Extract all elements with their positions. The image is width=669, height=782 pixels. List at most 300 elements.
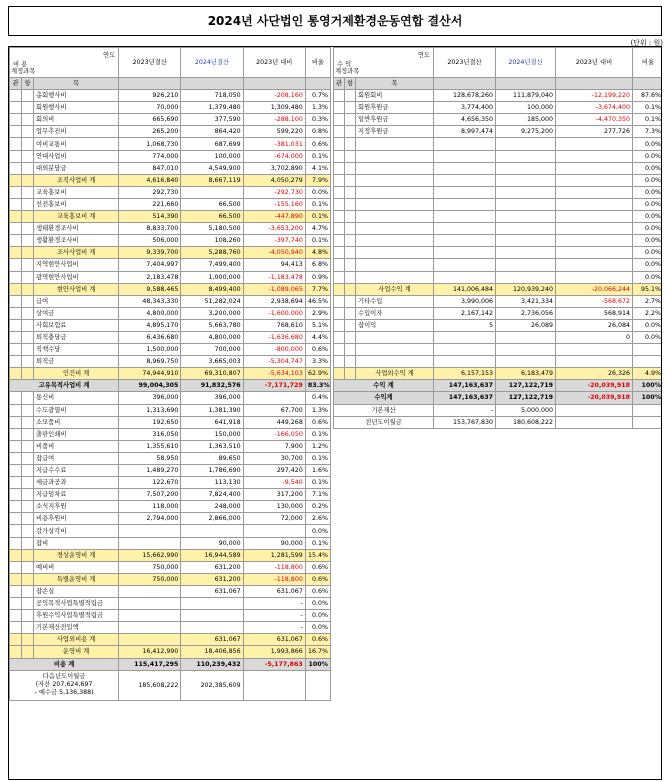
table-row bbox=[10, 114, 331, 126]
row-label: 광역현안사업비 bbox=[34, 271, 119, 283]
row-label: 여비교통비 bbox=[34, 138, 119, 150]
table-row bbox=[334, 186, 663, 198]
carryover-note1: (자산 207,624,697 bbox=[35, 681, 93, 689]
group-cell bbox=[345, 271, 356, 283]
row-label: 퇴직금 bbox=[34, 356, 119, 368]
value-ratio: 0.6% bbox=[305, 585, 330, 597]
table-row bbox=[10, 489, 331, 501]
value-ratio: 4.4% bbox=[305, 331, 330, 343]
carryover-2024: 202,385,609 bbox=[181, 670, 243, 700]
table-row bbox=[10, 634, 331, 646]
value-diff: -5,304,747 bbox=[243, 356, 305, 368]
group-cell bbox=[10, 162, 22, 174]
value-diff: -381,031 bbox=[243, 138, 305, 150]
group-cell bbox=[334, 138, 345, 150]
group-cell bbox=[345, 162, 356, 174]
group-cell bbox=[22, 307, 34, 319]
table-row bbox=[10, 295, 331, 307]
row-label: 선전홍보비 bbox=[34, 198, 119, 210]
summary-2024: 5,000,000 bbox=[496, 404, 556, 416]
carryover-note2: - 예수금 5,136,388) bbox=[34, 689, 94, 697]
value-2023: 6,436,680 bbox=[119, 331, 181, 343]
page-title: 2024년 사단법인 통영거제환경운동연합 결산서 bbox=[8, 6, 662, 36]
expense-col-diff: 2023년 대비 bbox=[243, 48, 305, 78]
table-row bbox=[334, 90, 663, 102]
value-2023: 1,500,000 bbox=[119, 344, 181, 356]
value-ratio: 0.8% bbox=[305, 126, 330, 138]
row-label: 일반후원금 bbox=[356, 114, 434, 126]
group-cell bbox=[22, 198, 34, 210]
left-header-c1: 관 bbox=[10, 78, 22, 90]
value-2024: 51,282,024 bbox=[181, 295, 243, 307]
group-cell bbox=[22, 489, 34, 501]
group-cell bbox=[345, 114, 356, 126]
value-2024: 631,200 bbox=[181, 573, 243, 585]
value-ratio: 0.0% bbox=[305, 525, 330, 537]
income-col-2024: 2024년결산 bbox=[496, 48, 556, 78]
group-cell bbox=[22, 416, 34, 428]
value-ratio: 95.1% bbox=[633, 283, 662, 295]
group-cell bbox=[10, 634, 22, 646]
value-2024 bbox=[496, 235, 556, 247]
value-2024: 110,239,432 bbox=[181, 658, 243, 670]
value-diff: -1,089,065 bbox=[243, 283, 305, 295]
value-diff: 1,309,480 bbox=[243, 102, 305, 114]
value-2024: 120,939,240 bbox=[496, 283, 556, 295]
value-diff bbox=[556, 198, 633, 210]
expense-corner-year: 연도 bbox=[103, 52, 116, 59]
group-cell bbox=[22, 452, 34, 464]
carryover-2023: 185,608,222 bbox=[119, 670, 181, 700]
row-label bbox=[356, 186, 434, 198]
row-label: 세금과공과 bbox=[34, 477, 119, 489]
value-diff: -118,800 bbox=[243, 561, 305, 573]
value-diff: 2,938,694 bbox=[243, 295, 305, 307]
value-ratio: 1.2% bbox=[305, 440, 330, 452]
row-label bbox=[356, 247, 434, 259]
value-2023: 58,950 bbox=[119, 452, 181, 464]
value-diff: 631,067 bbox=[243, 634, 305, 646]
value-2023: 128,678,260 bbox=[434, 90, 496, 102]
value-2024: 641,918 bbox=[181, 416, 243, 428]
value-2023 bbox=[434, 271, 496, 283]
group-cell bbox=[10, 416, 22, 428]
value-ratio: 2.7% bbox=[633, 295, 662, 307]
value-ratio: 0.0% bbox=[305, 622, 330, 634]
value-ratio: 62.9% bbox=[305, 368, 330, 380]
row-label: 출판인쇄비 bbox=[34, 428, 119, 440]
value-2023: 665,690 bbox=[119, 114, 181, 126]
table-row bbox=[10, 90, 331, 102]
header-spacer bbox=[181, 78, 243, 90]
group-cell bbox=[10, 489, 22, 501]
value-diff: 3,702,890 bbox=[243, 162, 305, 174]
table-row bbox=[10, 138, 331, 150]
table-row bbox=[334, 235, 663, 247]
income-col-2023: 2023년결산 bbox=[434, 48, 496, 78]
value-2023 bbox=[434, 174, 496, 186]
group-cell bbox=[22, 283, 34, 295]
value-ratio: 0.0% bbox=[305, 186, 330, 198]
group-cell bbox=[22, 150, 34, 162]
value-ratio: 0.6% bbox=[305, 416, 330, 428]
value-2023: 750,000 bbox=[119, 573, 181, 585]
row-label: 회의비 bbox=[34, 114, 119, 126]
value-diff: 568,914 bbox=[556, 307, 633, 319]
group-cell bbox=[22, 585, 34, 597]
value-diff bbox=[556, 174, 633, 186]
table-row bbox=[10, 513, 331, 525]
row-label: 수익 계 bbox=[334, 380, 434, 392]
table-row bbox=[10, 259, 331, 271]
value-2024: 3,665,003 bbox=[181, 356, 243, 368]
income-corner-year: 연도 bbox=[417, 52, 431, 59]
value-2024: 3,421,334 bbox=[496, 295, 556, 307]
table-row bbox=[10, 561, 331, 573]
expense-subject-label: 계정과목 bbox=[11, 68, 36, 75]
table-row bbox=[10, 223, 331, 235]
value-2023: 7,404,997 bbox=[119, 259, 181, 271]
table-row bbox=[10, 598, 331, 610]
value-ratio: 0.1% bbox=[305, 428, 330, 440]
row-label: 현안사업비 계 bbox=[34, 283, 119, 295]
value-2024: 8,667,119 bbox=[181, 174, 243, 186]
summary-row bbox=[334, 404, 663, 416]
value-2023: 4,800,000 bbox=[119, 307, 181, 319]
value-diff: -166,050 bbox=[243, 428, 305, 440]
group-cell bbox=[345, 174, 356, 186]
value-2023: 192,650 bbox=[119, 416, 181, 428]
value-2024 bbox=[496, 223, 556, 235]
table-row bbox=[10, 271, 331, 283]
value-2024: 5,180,500 bbox=[181, 223, 243, 235]
carryover-row bbox=[10, 670, 331, 700]
value-2023: 1,313,690 bbox=[119, 404, 181, 416]
row-label: 회원회비 bbox=[356, 90, 434, 102]
value-diff: -20,066,244 bbox=[556, 283, 633, 295]
value-ratio: 4.9% bbox=[633, 368, 662, 380]
value-2023: 8,997,474 bbox=[434, 126, 496, 138]
group-cell bbox=[334, 307, 345, 319]
group-cell bbox=[334, 126, 345, 138]
value-2024: 2,736,056 bbox=[496, 307, 556, 319]
group-cell bbox=[10, 138, 22, 150]
value-ratio: 87.6% bbox=[633, 90, 662, 102]
row-label bbox=[356, 356, 434, 368]
group-cell bbox=[345, 356, 356, 368]
value-2023: 4,895,170 bbox=[119, 319, 181, 331]
group-cell bbox=[345, 126, 356, 138]
value-2023: 74,944,910 bbox=[119, 368, 181, 380]
row-label: 사업외비용 계 bbox=[34, 634, 119, 646]
table-row bbox=[10, 162, 331, 174]
group-cell bbox=[345, 283, 356, 295]
value-diff: -1,636,680 bbox=[243, 331, 305, 343]
group-cell bbox=[22, 404, 34, 416]
value-ratio: 2.9% bbox=[305, 307, 330, 319]
value-diff: 26,084 bbox=[556, 319, 633, 331]
group-cell bbox=[334, 319, 345, 331]
value-ratio: 0.0% bbox=[633, 211, 662, 223]
value-ratio: 0.1% bbox=[305, 198, 330, 210]
value-ratio: 4.1% bbox=[305, 162, 330, 174]
value-diff: 449,268 bbox=[243, 416, 305, 428]
value-2023 bbox=[119, 585, 181, 597]
group-cell bbox=[10, 549, 22, 561]
table-row bbox=[334, 102, 663, 114]
row-label: 생태환경조사비 bbox=[34, 223, 119, 235]
value-2024: 89,650 bbox=[181, 452, 243, 464]
value-2023: 70,000 bbox=[119, 102, 181, 114]
value-ratio: 0.4% bbox=[305, 392, 330, 404]
value-diff: - bbox=[243, 622, 305, 634]
header-spacer bbox=[243, 78, 305, 90]
row-label: 수입이자 bbox=[356, 307, 434, 319]
value-2023 bbox=[434, 138, 496, 150]
value-ratio: 3.3% bbox=[305, 356, 330, 368]
value-2023: 118,000 bbox=[119, 501, 181, 513]
value-2023: 292,730 bbox=[119, 186, 181, 198]
group-cell bbox=[10, 295, 22, 307]
group-cell bbox=[22, 126, 34, 138]
value-diff bbox=[556, 150, 633, 162]
group-cell bbox=[10, 440, 22, 452]
group-cell bbox=[10, 90, 22, 102]
table-row bbox=[10, 368, 331, 380]
row-label bbox=[356, 344, 434, 356]
value-2024 bbox=[181, 598, 243, 610]
row-label: 퇴직충당금 bbox=[34, 331, 119, 343]
value-2024: 16,944,589 bbox=[181, 549, 243, 561]
right-header-c3: 목 bbox=[356, 78, 434, 90]
value-2023: 7,507,200 bbox=[119, 489, 181, 501]
value-2024: 631,067 bbox=[181, 634, 243, 646]
value-2023 bbox=[434, 162, 496, 174]
group-cell bbox=[345, 198, 356, 210]
row-label: 공익목적사업특별적립금 bbox=[34, 598, 119, 610]
value-ratio: 0.9% bbox=[305, 271, 330, 283]
table-row bbox=[10, 622, 331, 634]
value-2023: 115,417,295 bbox=[119, 658, 181, 670]
header-spacer bbox=[633, 78, 662, 90]
header-spacer bbox=[556, 78, 633, 90]
value-2023: 9,339,700 bbox=[119, 247, 181, 259]
summary-label: 전년도이월금 bbox=[334, 416, 434, 428]
value-2024: 377,590 bbox=[181, 114, 243, 126]
group-cell bbox=[345, 295, 356, 307]
value-ratio: 2.2% bbox=[633, 307, 662, 319]
expense-header-row bbox=[10, 48, 331, 78]
group-cell bbox=[10, 247, 22, 259]
table-row bbox=[334, 331, 663, 343]
group-cell bbox=[10, 307, 22, 319]
row-label: 사업외수익 계 bbox=[356, 368, 434, 380]
value-ratio: 0.0% bbox=[305, 598, 330, 610]
table-row bbox=[334, 344, 663, 356]
value-ratio: 4.8% bbox=[305, 247, 330, 259]
table-row bbox=[10, 610, 331, 622]
row-label: 지급임차료 bbox=[34, 489, 119, 501]
summary-ratio bbox=[633, 404, 662, 416]
value-ratio: 5.1% bbox=[305, 319, 330, 331]
value-2024: 4,549,900 bbox=[181, 162, 243, 174]
table-row bbox=[334, 138, 663, 150]
table-row bbox=[10, 549, 331, 561]
group-cell bbox=[10, 114, 22, 126]
value-ratio: 0.1% bbox=[633, 114, 662, 126]
summary-row bbox=[334, 392, 663, 404]
group-cell bbox=[334, 235, 345, 247]
value-diff bbox=[556, 271, 633, 283]
group-cell bbox=[22, 319, 34, 331]
row-label: 교육홍보비 bbox=[34, 186, 119, 198]
value-diff: -9,540 bbox=[243, 477, 305, 489]
value-ratio: 0.0% bbox=[633, 235, 662, 247]
value-2023 bbox=[434, 259, 496, 271]
value-2023: 8,833,700 bbox=[119, 223, 181, 235]
value-2024 bbox=[496, 150, 556, 162]
value-diff: 26,326 bbox=[556, 368, 633, 380]
value-diff bbox=[556, 211, 633, 223]
table-row bbox=[10, 573, 331, 585]
summary-2023: 153,767,830 bbox=[434, 416, 496, 428]
group-cell bbox=[22, 610, 34, 622]
summary-diff bbox=[556, 416, 633, 428]
value-2023: 147,163,637 bbox=[434, 380, 496, 392]
subheader-row bbox=[10, 78, 331, 90]
table-row bbox=[334, 198, 663, 210]
value-2024: 113,130 bbox=[181, 477, 243, 489]
row-label: 교육홍보비 계 bbox=[34, 211, 119, 223]
group-cell bbox=[334, 259, 345, 271]
value-2023: 15,662,990 bbox=[119, 549, 181, 561]
row-label: 사회보험료 bbox=[34, 319, 119, 331]
group-cell bbox=[10, 211, 22, 223]
group-cell bbox=[22, 211, 34, 223]
group-cell bbox=[22, 465, 34, 477]
row-label: 조사사업비 계 bbox=[34, 247, 119, 259]
value-2024 bbox=[496, 344, 556, 356]
table-row bbox=[10, 102, 331, 114]
group-cell bbox=[345, 186, 356, 198]
value-diff bbox=[556, 344, 633, 356]
row-label: 급여 bbox=[34, 295, 119, 307]
row-label: 회원후원금 bbox=[356, 102, 434, 114]
value-2023 bbox=[434, 186, 496, 198]
value-diff: 7,900 bbox=[243, 440, 305, 452]
group-cell bbox=[22, 259, 34, 271]
value-ratio: 0.1% bbox=[305, 150, 330, 162]
summary-2024: 180,608,222 bbox=[496, 416, 556, 428]
header-spacer bbox=[496, 78, 556, 90]
group-cell bbox=[22, 573, 34, 585]
value-diff: 67,700 bbox=[243, 404, 305, 416]
table-row bbox=[10, 150, 331, 162]
row-label: 업무추진비 bbox=[34, 126, 119, 138]
value-2023: 3,990,006 bbox=[434, 295, 496, 307]
table-row bbox=[334, 368, 663, 380]
carryover-empty bbox=[243, 670, 305, 700]
value-diff: -12,199,220 bbox=[556, 90, 633, 102]
group-cell bbox=[22, 174, 34, 186]
value-ratio bbox=[633, 344, 662, 356]
value-2024: 4,800,000 bbox=[181, 331, 243, 343]
expense-col-ratio: 비율 bbox=[305, 48, 330, 78]
table-row bbox=[10, 331, 331, 343]
value-2024 bbox=[181, 525, 243, 537]
value-diff: 1,281,599 bbox=[243, 549, 305, 561]
row-label bbox=[356, 138, 434, 150]
value-2024 bbox=[496, 186, 556, 198]
row-label: 인건비 계 bbox=[34, 368, 119, 380]
value-2023: 221,660 bbox=[119, 198, 181, 210]
value-2024: 127,122,719 bbox=[496, 380, 556, 392]
table-row bbox=[10, 211, 331, 223]
value-2024: 631,067 bbox=[181, 585, 243, 597]
group-cell bbox=[345, 344, 356, 356]
value-2023: 4,616,840 bbox=[119, 174, 181, 186]
row-label: 특별운영비 계 bbox=[34, 573, 119, 585]
value-diff: 0 bbox=[556, 331, 633, 343]
income-table bbox=[333, 47, 662, 429]
value-ratio: 0.0% bbox=[633, 331, 662, 343]
value-diff: -3,674,400 bbox=[556, 102, 633, 114]
value-ratio: 1.6% bbox=[305, 465, 330, 477]
group-cell bbox=[345, 331, 356, 343]
value-2023: 99,004,305 bbox=[119, 380, 181, 392]
group-cell bbox=[10, 525, 22, 537]
row-label: 지정후원금 bbox=[356, 126, 434, 138]
row-label: 회원행사비 bbox=[34, 102, 119, 114]
row-label: 사업수익 계 bbox=[356, 283, 434, 295]
value-ratio: 0.0% bbox=[633, 174, 662, 186]
row-label: 소모품비 bbox=[34, 416, 119, 428]
table-row bbox=[334, 307, 663, 319]
value-diff: -568,672 bbox=[556, 295, 633, 307]
value-2023: 122,670 bbox=[119, 477, 181, 489]
value-ratio bbox=[633, 356, 662, 368]
group-cell bbox=[22, 428, 34, 440]
value-ratio: 7.3% bbox=[633, 126, 662, 138]
table-row bbox=[334, 356, 663, 368]
value-2024: 185,000 bbox=[496, 114, 556, 126]
value-2023 bbox=[434, 344, 496, 356]
value-2023: 141,006,484 bbox=[434, 283, 496, 295]
value-2023: 506,000 bbox=[119, 235, 181, 247]
group-cell bbox=[334, 344, 345, 356]
group-cell bbox=[10, 102, 22, 114]
table-row bbox=[10, 380, 331, 392]
value-ratio: 0.2% bbox=[305, 501, 330, 513]
value-diff: -155,160 bbox=[243, 198, 305, 210]
table-row bbox=[10, 247, 331, 259]
group-cell bbox=[345, 90, 356, 102]
value-diff bbox=[556, 138, 633, 150]
value-diff bbox=[556, 356, 633, 368]
value-ratio: 0.1% bbox=[305, 537, 330, 549]
value-2024 bbox=[496, 271, 556, 283]
income-corner-label: 수 익 bbox=[337, 61, 352, 68]
value-diff: 72,000 bbox=[243, 513, 305, 525]
value-2024 bbox=[496, 162, 556, 174]
value-ratio: 0.0% bbox=[633, 198, 662, 210]
value-2024: 700,000 bbox=[181, 344, 243, 356]
value-2024: 7,824,400 bbox=[181, 489, 243, 501]
value-2023 bbox=[119, 622, 181, 634]
value-diff: -1,183,478 bbox=[243, 271, 305, 283]
value-ratio: 0.1% bbox=[633, 102, 662, 114]
group-cell bbox=[22, 646, 34, 658]
